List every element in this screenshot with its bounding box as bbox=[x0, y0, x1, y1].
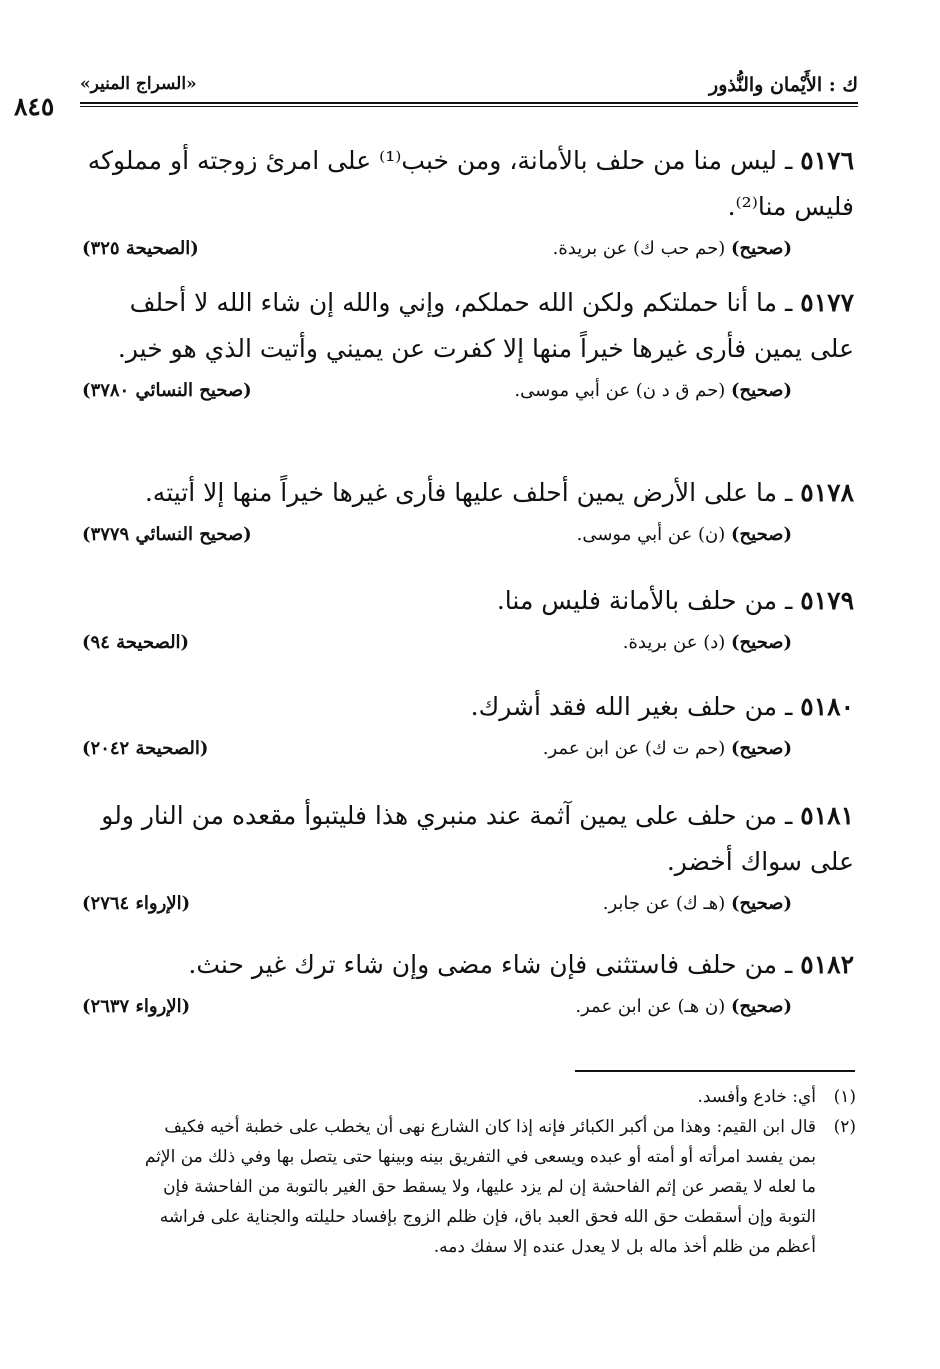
chapter-title: ك : الأَيْمان والنُّذور bbox=[709, 74, 858, 96]
hadith-number: ٥١٨٢ bbox=[800, 950, 854, 979]
hadith-text: ـ ما على الأرض يمين أحلف عليها فأرى غيرها خيراً منها إلا أتيته. bbox=[144, 478, 793, 507]
hadith-text-block bbox=[82, 138, 854, 230]
hadith-entry bbox=[82, 684, 854, 768]
hadith-source: (حم حب ك) عن بريدة. bbox=[552, 238, 726, 259]
hadith-text-block bbox=[82, 793, 854, 885]
hadith-source-line bbox=[82, 893, 854, 923]
hadith-source-line bbox=[82, 238, 854, 268]
header-rule-thin bbox=[80, 106, 858, 107]
header-rule-thick bbox=[80, 102, 858, 104]
hadith-grade: (صحيح) bbox=[731, 524, 792, 545]
hadith-text-block bbox=[82, 470, 854, 516]
hadith-source: (ن) عن أبي موسى. bbox=[576, 524, 726, 545]
hadith-source: (هـ ك) عن جابر. bbox=[602, 893, 726, 914]
hadith-source-line bbox=[82, 996, 854, 1026]
running-header bbox=[80, 74, 858, 100]
hadith-grade: (صحيح) bbox=[731, 380, 792, 401]
hadith-text-block bbox=[82, 280, 854, 372]
hadith-text-block bbox=[82, 684, 854, 730]
hadith-grade: (صحيح) bbox=[731, 238, 792, 259]
hadith-entry bbox=[82, 470, 854, 554]
grade-and-source bbox=[575, 996, 792, 1017]
hadith-reference: (الصحيحة ٩٤) bbox=[82, 632, 190, 653]
hadith-source: (د) عن بريدة. bbox=[622, 632, 726, 653]
hadith-entry bbox=[82, 138, 854, 268]
hadith-grade: (صحيح) bbox=[731, 738, 792, 759]
hadith-text: ـ من حلف بغير الله فقد أشرك. bbox=[470, 692, 793, 721]
hadith-text-block bbox=[82, 578, 854, 624]
grade-and-source bbox=[543, 738, 792, 759]
grade-and-source bbox=[577, 524, 792, 545]
grade-and-source bbox=[514, 380, 792, 401]
hadith-entry bbox=[82, 793, 854, 923]
hadith-text: ـ من حلف على يمين آثمة عند منبري هذا فليتبوأ مقعده من النار ولو على سواك أخضر. bbox=[101, 801, 854, 876]
hadith-entry bbox=[82, 942, 854, 1026]
grade-and-source bbox=[623, 632, 792, 653]
hadith-source: (حم ق د ن) عن أبي موسى. bbox=[514, 380, 726, 401]
hadith-text: ـ من حلف بالأمانة فليس منا. bbox=[496, 586, 793, 615]
hadith-number: ٥١٨٠ bbox=[800, 692, 854, 721]
hadith-entry bbox=[82, 280, 854, 410]
hadith-grade: (صحيح) bbox=[731, 893, 792, 914]
page-number: ٨٤٥ bbox=[14, 92, 55, 121]
hadith-text: ـ من حلف فاستثنى فإن شاء مضى وإن شاء ترك غير حنث. bbox=[188, 950, 793, 979]
hadith-source-line bbox=[82, 738, 854, 768]
hadith-reference: (صحيح النسائي ٣٧٧٩) bbox=[82, 524, 252, 545]
footnotes bbox=[140, 1082, 856, 1262]
hadith-reference: (الإرواء ٢٦٣٧) bbox=[82, 996, 191, 1017]
hadith-text: ـ ما أنا حملتكم ولكن الله حملكم، وإني والله إن شاء الله لا أحلف على يمين فأرى غيرها خيراً منها إلا كفرت عن يميني وأتيت الذي هو خير. bbox=[117, 288, 854, 363]
footnote-number: (٢) bbox=[833, 1117, 856, 1137]
hadith-number: ٥١٧٩ bbox=[800, 586, 854, 615]
hadith-source: (حم ت ك) عن ابن عمر. bbox=[542, 738, 726, 759]
footnote-text: أي: خادع وأفسد. bbox=[697, 1087, 816, 1107]
hadith-number: ٥١٧٦ bbox=[800, 146, 854, 175]
hadith-source: (ن هـ) عن ابن عمر. bbox=[575, 996, 726, 1017]
grade-and-source bbox=[553, 238, 792, 259]
hadith-number: ٥١٧٨ bbox=[800, 478, 854, 507]
hadith-number: ٥١٧٧ bbox=[800, 288, 854, 317]
hadith-source-line bbox=[82, 524, 854, 554]
hadith-reference: (الإرواء ٢٧٦٤) bbox=[82, 893, 191, 914]
footnote bbox=[140, 1082, 856, 1112]
footnote-separator bbox=[575, 1070, 855, 1072]
hadith-text: ـ ليس منا من حلف بالأمانة، ومن خبب⁽¹⁾ على امرئ زوجته أو مملوكه فليس منا⁽²⁾. bbox=[87, 146, 854, 221]
hadith-entry bbox=[82, 578, 854, 662]
hadith-source-line bbox=[82, 632, 854, 662]
hadith-source-line bbox=[82, 380, 854, 410]
grade-and-source bbox=[603, 893, 792, 914]
hadith-reference: (صحيح النسائي ٣٧٨٠) bbox=[82, 380, 252, 401]
hadith-number: ٥١٨١ bbox=[800, 801, 854, 830]
footnote-number: (١) bbox=[833, 1087, 856, 1107]
footnote-text: قال ابن القيم: وهذا من أكبر الكبائر فإنه إذا كان الشارع نهى أن يخطب على خطبة أخيه فكيف بمن يفسد امرأته أو أمته أو عبده ويسعى في التفريق بينه وبينها حتى يتصل بها وفي ذلك من الإثم ما لعله لا يقصر عن إثم الفاحشة إن لم يزد عليها، ولا يسقط حق الغير بالتوبة من الفاحشة فإن التوبة وإن أسقطت حق الله فحق العبد باق، فإن ظلم الزوج بإفساد حليلته والجناية على فراشه أعظم من ظلم أخذ ماله بل لا يعدل عنده إلا سفك دمه. bbox=[144, 1117, 816, 1257]
hadith-grade: (صحيح) bbox=[731, 996, 792, 1017]
hadith-reference: (الصحيحة ٢٠٤٢) bbox=[82, 738, 209, 759]
book-title: «السراج المنير» bbox=[80, 74, 197, 94]
footnote bbox=[140, 1112, 856, 1262]
hadith-reference: (الصحيحة ٣٢٥) bbox=[82, 238, 199, 259]
hadith-text-block bbox=[82, 942, 854, 988]
hadith-grade: (صحيح) bbox=[731, 632, 792, 653]
